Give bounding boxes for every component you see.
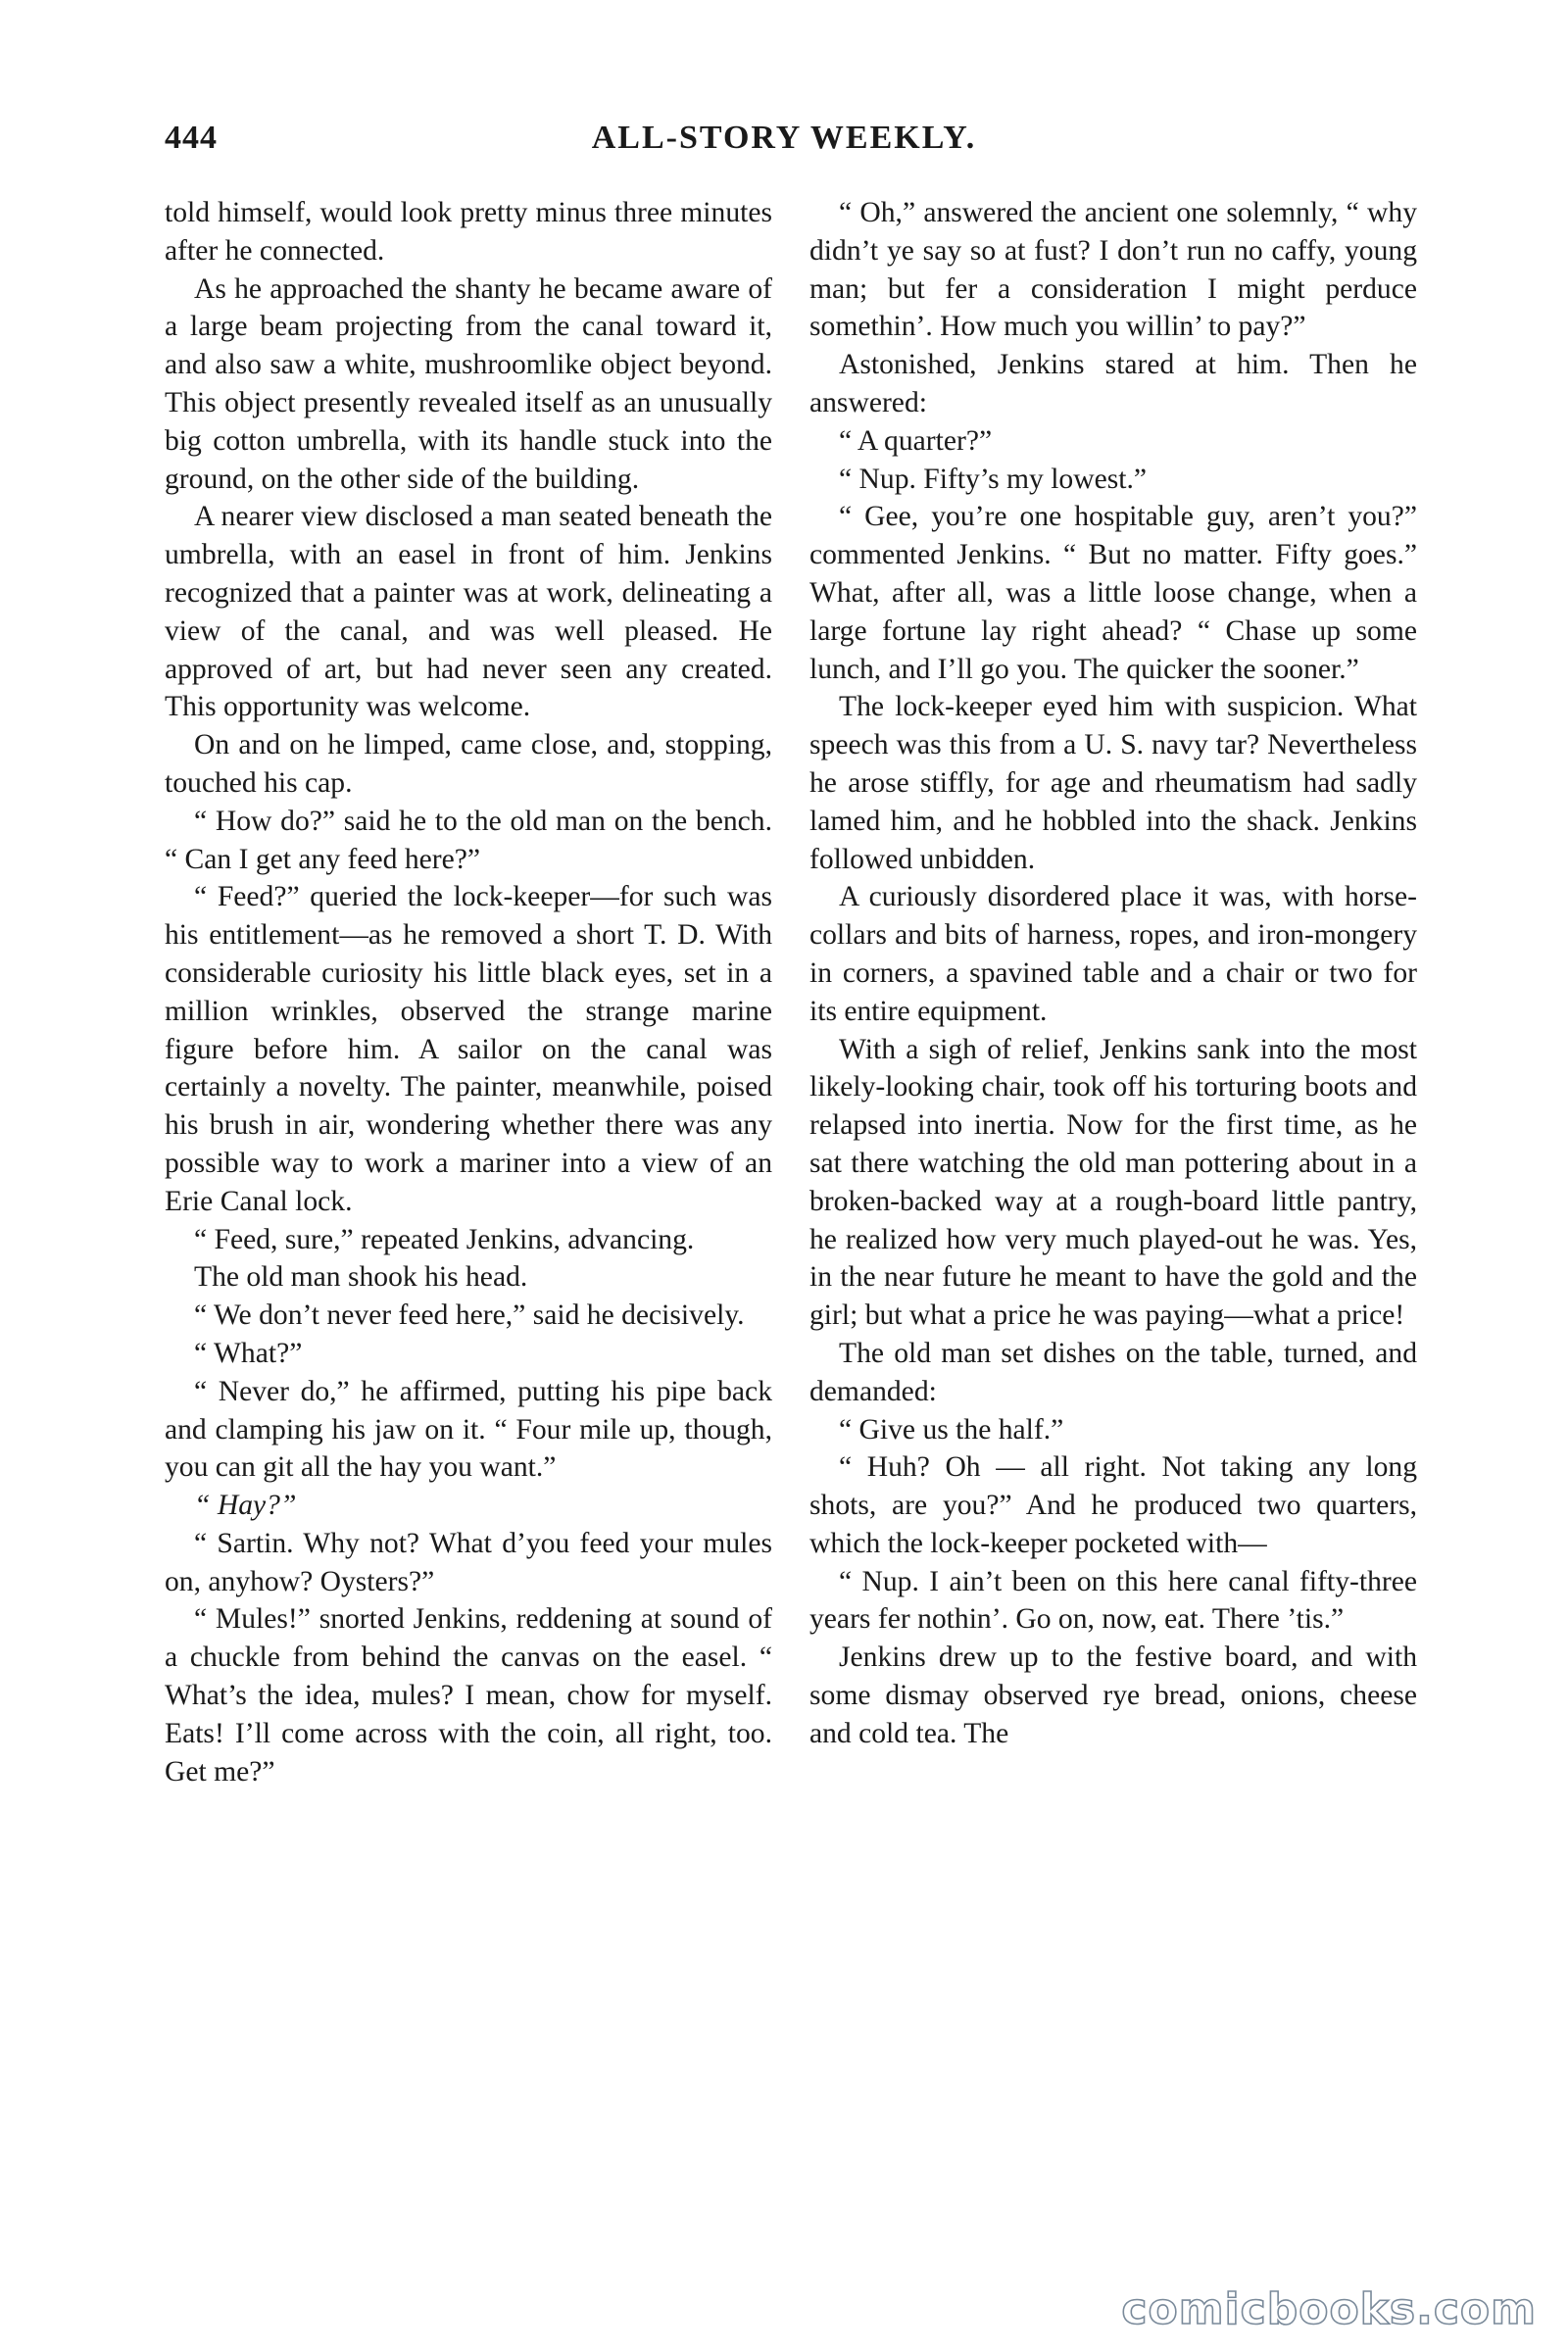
paragraph: “ Oh,” answered the ancient one solemnly, “ why didn’t ye say so at fust? I don’t run no caffy, young man; but fer a consideration I might perduce somethin’. How much you willin’ to pay?” — [809, 197, 1417, 343]
paragraph: Astonished, Jenkins stared at him. Then he answered: — [809, 349, 1417, 418]
paragraph: “ What?” — [194, 1337, 303, 1369]
paragraph: told himself, would look pretty minus three minutes after he connected. — [165, 197, 772, 267]
paragraph: A curiously disordered place it was, with horse-collars and bits of harness, ropes, and iron-mongery in corners, a spavined table and a chair or two for its entire equipment. — [809, 881, 1417, 1027]
paragraph: “ Feed?” queried the lock-keeper—for such was his entitlement—as he removed a short T. D. With considerable curiosity his little black eyes, set in a million wrinkles, observed the strange marine figure before him. A sailor on the canal was certainly a novelty. The painter, meanwhile, poised his brush in air, wondering whether there was any possible way to work a mariner into a view of an Erie Canal lock. — [165, 881, 772, 1217]
paragraph: The old man shook his head. — [194, 1261, 528, 1294]
paragraph: “ How do?” said he to the old man on the bench. “ Can I get any feed here?” — [165, 805, 772, 875]
paragraph: As he approached the shanty he became aware of a large beam projecting from the canal toward it, and also saw a white, mushroomlike object beyond. This object presently revealed itself as an unusually big cotton umbrella, with its handle stuck into the ground, on the other side of the building. — [165, 272, 772, 495]
paragraph: “ Gee, you’re one hospitable guy, aren’t you?” commented Jenkins. “ But no matter. Fifty goes.” What, after all, was a little loose change, when a large fortune lay right ahead? “ Chase up some lunch, and I’ll go you. The quicker the sooner.” — [809, 501, 1417, 685]
paragraph: A nearer view disclosed a man seated beneath the umbrella, with an easel in front of him. Jenkins recognized that a painter was at work, delineating a view of the canal, and was well pleased. He approved of art, but had never seen any created. This opportunity was welcome. — [165, 501, 772, 723]
paragraph: The lock-keeper eyed him with suspicion. What speech was this from a U. S. navy tar? Nevertheless he arose stiffly, for age and rheumatism had sadly lamed him, and he hobbled into the shack. Jenkins followed unbidden. — [809, 691, 1417, 875]
paragraph: The old man set dishes on the table, turned, and demanded: — [809, 1337, 1417, 1407]
paragraph: “ Hay?” — [194, 1490, 297, 1522]
paragraph: “ Give us the half.” — [839, 1413, 1064, 1446]
paragraph: “ Never do,” he affirmed, putting his pipe back and clamping his jaw on it. “ Four mile up, though, you can git all the hay you want.” — [165, 1375, 772, 1484]
paragraph: “ We don’t never feed here,” said he decisively. — [194, 1299, 745, 1332]
right-column — [809, 194, 1417, 1753]
left-column — [165, 194, 772, 1790]
paragraph: “ Feed, sure,” repeated Jenkins, advancing. — [194, 1223, 695, 1255]
page-number: 444 — [165, 120, 218, 156]
paragraph: “ Mules!” snorted Jenkins, reddening at sound of a chuckle from behind the canvas on the easel. “ What’s the idea, mules? I mean, chow for myself. Eats! I’ll come across with the coin, all right, too. Get me?” — [165, 1603, 772, 1788]
page-header — [157, 120, 1411, 178]
paragraph: “ Nup. I ain’t been on this here canal fifty-three years fer nothin’. Go on, now, eat. There ’tis.” — [809, 1565, 1417, 1636]
paragraph: “ Sartin. Why not? What d’you feed your mules on, anyhow? Oysters?” — [165, 1527, 772, 1597]
paragraph: Jenkins drew up to the festive board, and with some dismay observed rye bread, onions, cheese and cold tea. The — [809, 1642, 1417, 1749]
paragraph: “ Huh? Oh — all right. Not taking any long shots, are you?” And he produced two quarters, which the lock-keeper pocketed with— — [809, 1451, 1417, 1559]
paragraph: “ Nup. Fifty’s my lowest.” — [839, 463, 1147, 495]
running-title: ALL-STORY WEEKLY. — [591, 120, 977, 156]
paragraph: On and on he limped, came close, and, stopping, touched his cap. — [165, 729, 772, 799]
watermark: comicbooks.com — [1121, 2284, 1537, 2334]
paragraph: With a sigh of relief, Jenkins sank into the most likely-looking chair, took off his torturing boots and relapsed into inertia. Now for the first time, as he sat there watching the old man pottering about in a broken-backed way at a rough-board little pantry, he realized how very much played-out he was. Yes, in the near future he meant to have the gold and the girl; but what a price he was paying—what a price! — [809, 1033, 1417, 1332]
paragraph: “ A quarter?” — [839, 424, 993, 457]
